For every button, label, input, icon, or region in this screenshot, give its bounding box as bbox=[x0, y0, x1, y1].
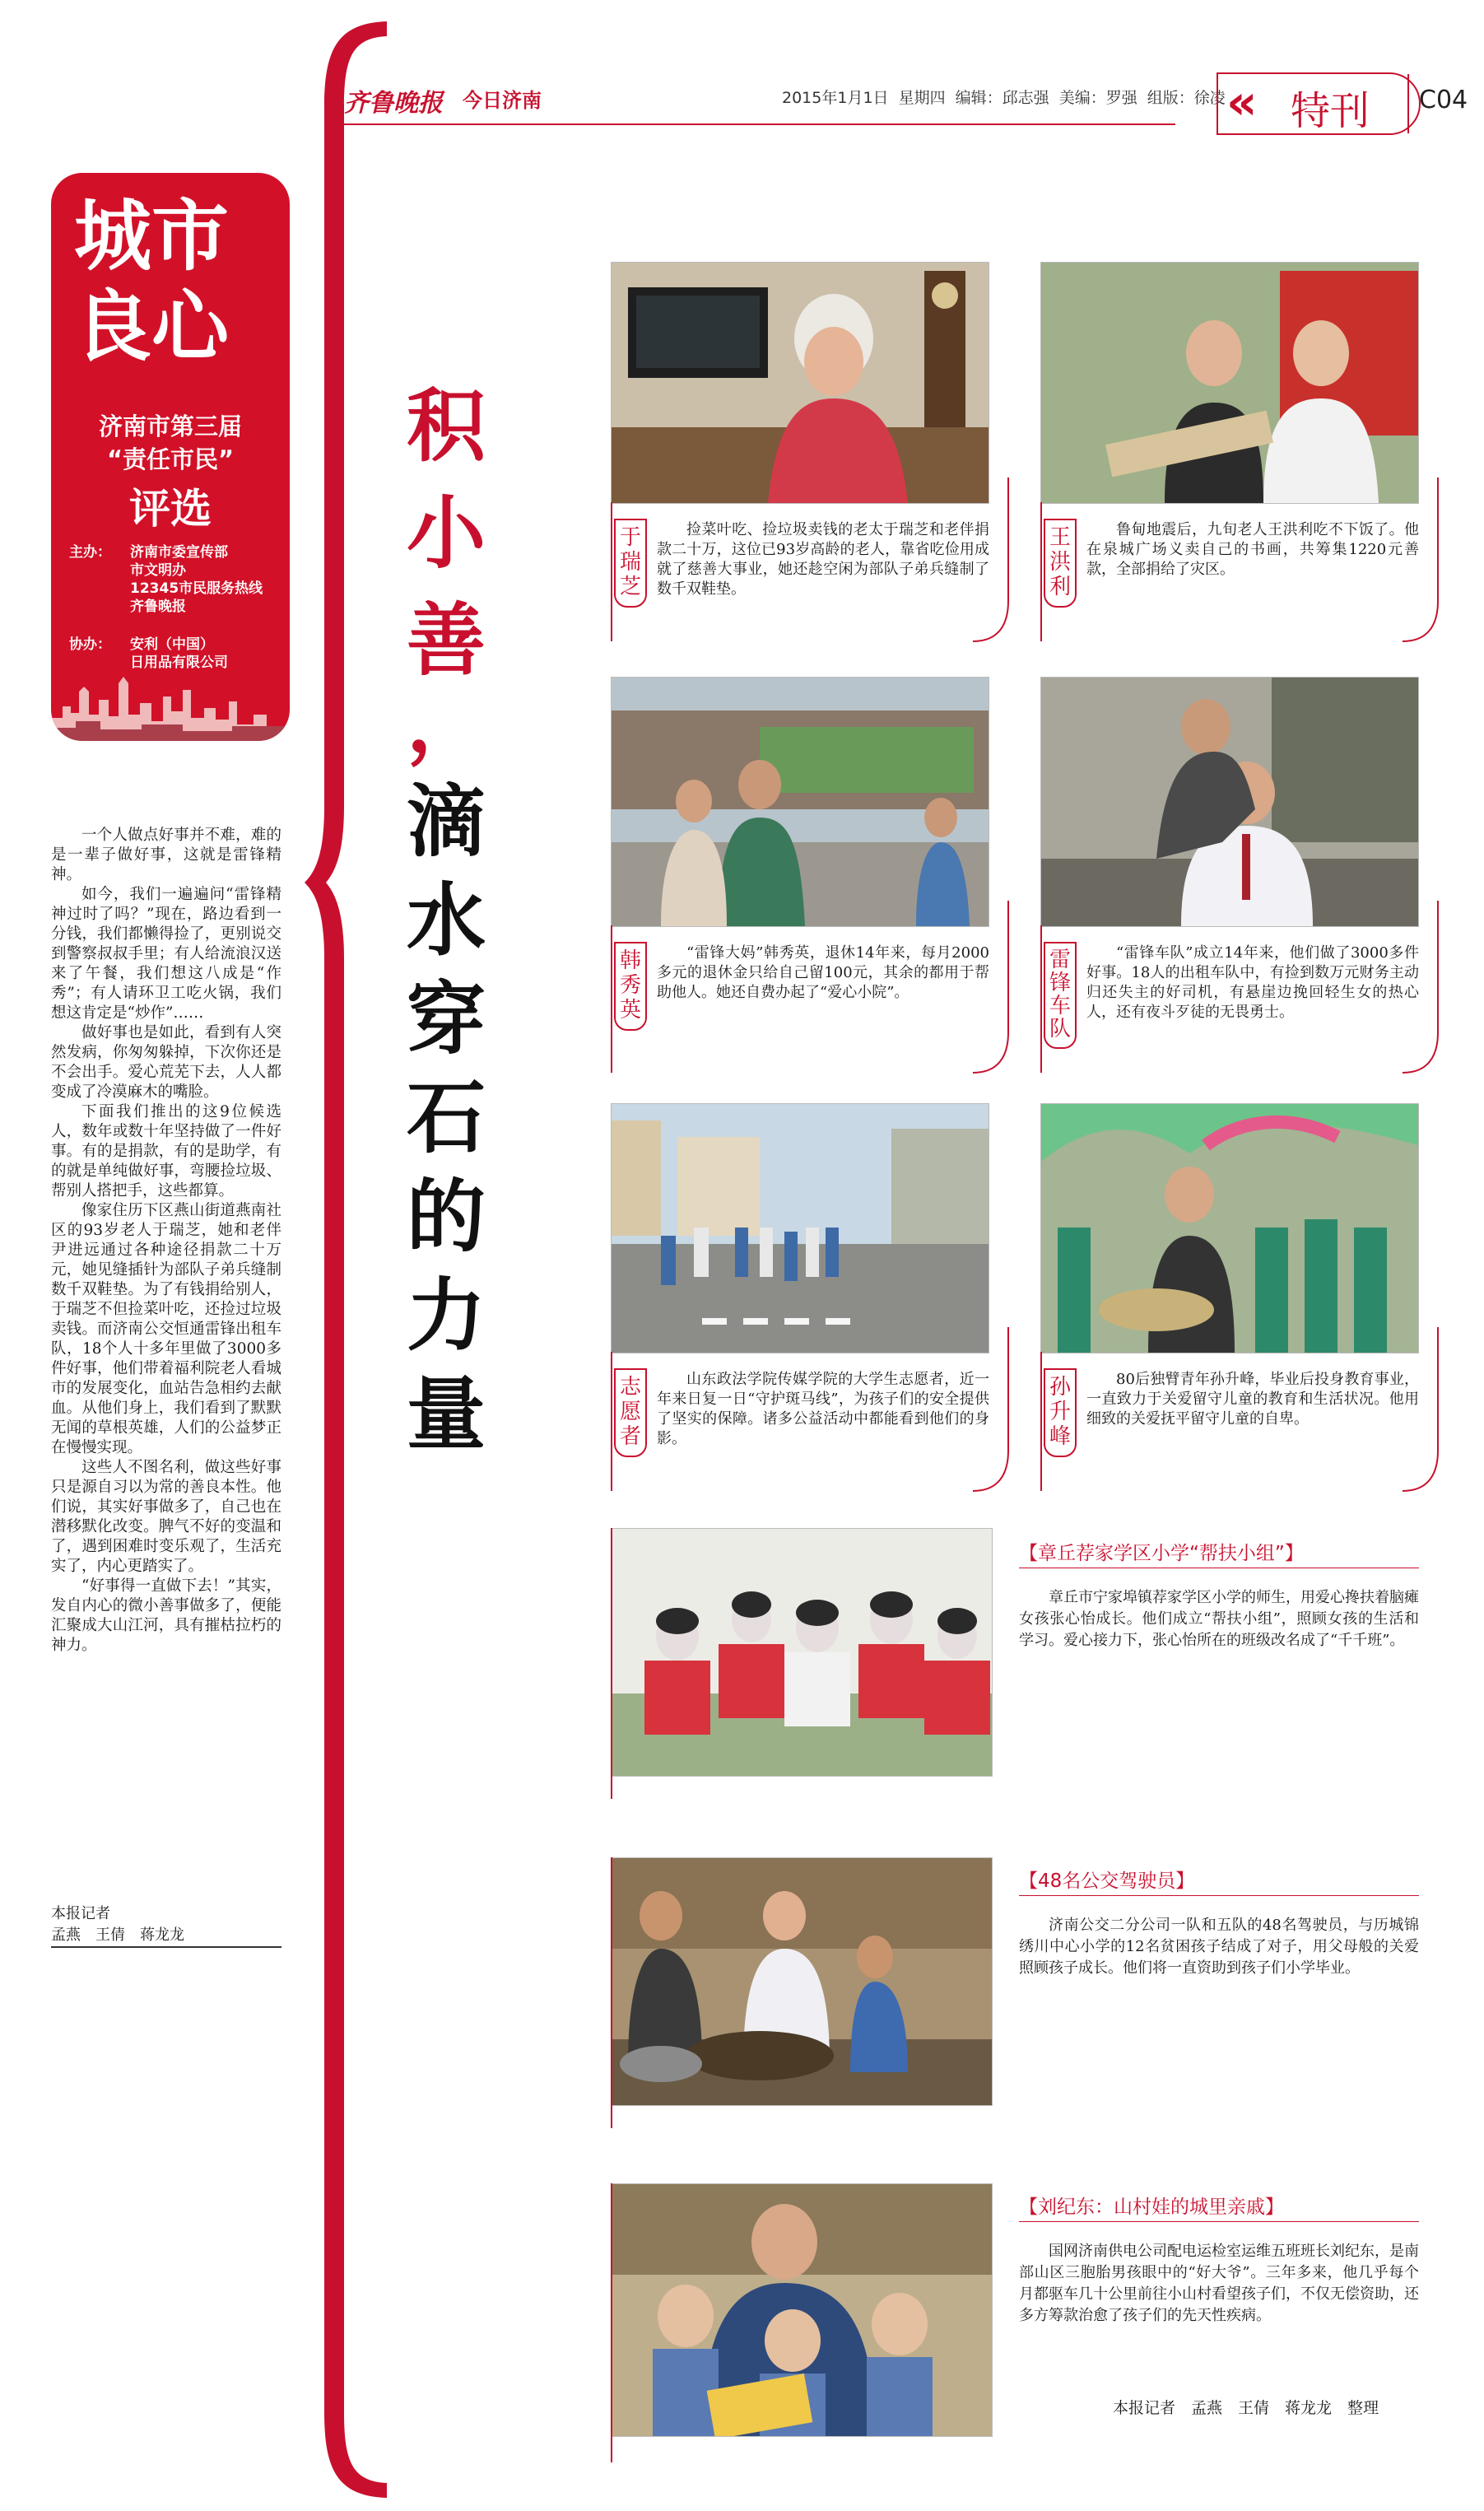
organizer-item: 济南市委宣传部 bbox=[130, 544, 228, 561]
article-paragraph: “好事得一直做下去！”其实，发自内心的微小善事做多了，便能汇聚成大山江河，具有摧枯拉朽的神力。 bbox=[51, 1577, 281, 1654]
article-paragraph: 一个人做点好事并不难，难的是一辈子做好事，这就是雷锋精神。 bbox=[51, 827, 281, 883]
headline-char: 力 bbox=[407, 1269, 486, 1362]
organizer-label: 主办： bbox=[69, 544, 111, 561]
byline-names: 孟燕 王倩 蒋龙龙 bbox=[51, 1926, 184, 1944]
group-desc-bangfu: 章丘市宁家埠镇荐家学区小学的师生，用爱心搀扶着脑瘫女孩张心怡成长。他们成立“帮扶小组”，照顾女孩的生活和学习。爱心接力下，张心怡所在的班级改名成了“千千班”。 bbox=[1019, 1589, 1419, 1649]
organizer-item: 齐鲁晚报 bbox=[130, 599, 186, 615]
article-paragraph: 做好事也是如此，看到有人突然发病，你匆匆躲掉，下次你还是不会出手。爱心荒芜下去，人人都变成了冷漠麻木的嘴脸。 bbox=[51, 1024, 281, 1101]
red-brace-decoration bbox=[305, 16, 395, 2503]
designer-credit: 美编：罗强 bbox=[1058, 89, 1137, 107]
co-organizer-item: 安利（中国） bbox=[130, 636, 214, 653]
headline-comma: ， bbox=[407, 676, 486, 769]
group-title-rule bbox=[1019, 2221, 1419, 2222]
group-title-rule bbox=[1019, 1895, 1419, 1896]
group-desc-liu-jidong: 国网济南供电公司配电运检室运维五班班长刘纪东，是南部山区三胞胎男孩眼中的“好大爷”。三年多来，他几乎每个月都驱车几十公里前往小山村看望孩子们，不仅无偿资助，还多方筹款治愈了孩子们的先天性疾病。 bbox=[1019, 2243, 1419, 2324]
photo-sun-shengfeng bbox=[1040, 1103, 1419, 1353]
editor-credit: 编辑：邱志强 bbox=[955, 89, 1049, 107]
candidate-name-wang-hongli: 王洪利 bbox=[1044, 519, 1077, 608]
candidate-desc-sun-shengfeng: 80后独臂青年孙升峰，毕业后投身教育事业，一直致力于关爱留守儿童的教育和生活状况。他用细致的关爱抚平留守儿童的自卑。 bbox=[1086, 1371, 1419, 1428]
candidate-desc-han-xiuying: “雷锋大妈”韩秀英，退休14年来，每月2000多元的退休金只给自己留100元，其余的都用于帮助他人。她还自费办起了“爱心小院”。 bbox=[657, 944, 989, 1001]
intro-article bbox=[51, 826, 281, 1656]
campaign-title-line2: 良心 bbox=[74, 282, 230, 372]
headline-char: 穿 bbox=[407, 972, 486, 1065]
tag-divider bbox=[1407, 74, 1409, 133]
group-title-bus-drivers: 【48名公交驾驶员】 bbox=[1019, 1870, 1195, 1892]
headline-char: 石 bbox=[407, 1071, 486, 1164]
candidate-name-yu-ruizhi: 于瑞芝 bbox=[614, 519, 647, 608]
issue-date: 2015年1月1日 bbox=[782, 89, 889, 107]
candidate-name-volunteers: 志愿者 bbox=[614, 1368, 647, 1457]
organizer-item: 市文明办 bbox=[130, 562, 186, 579]
article-paragraph: 如今，我们一遍遍问“雷锋精神过时了吗？”现在，路边看到一分钱，我们都懒得捡了，更别说交到警察叔叔手里；有人给流浪汉送来了午餐，我们想这八成是“作秀”；有人请环卫工吃火锅，我们想这肯定是“炒作”…… bbox=[51, 886, 281, 1022]
masthead-logo: 齐鲁晚报 bbox=[344, 89, 443, 118]
photo-leifeng-fleet bbox=[1040, 677, 1419, 927]
article-paragraph: 像家住历下区燕山街道燕南社区的93岁老人于瑞芝，她和老伴尹进远通过各种途径捐款二十万元，她见缝插针为部队子弟兵缝制数千双鞋垫。为了有钱捐给别人，于瑞芝不但捡菜叶吃，还捡过垃圾卖钱。而济南公交恒通雷锋出租车队，18个人十多年里做了3000多件好事，他们带着福利院老人看城市的发展变化，血站告急相约去献血。从他们身上，我们看到了默默无闻的草根英雄，人们的公益梦正在慢慢实现。 bbox=[51, 1202, 281, 1456]
double-chevron-icon: « bbox=[1226, 74, 1258, 130]
special-tag-label: 特刊 bbox=[1291, 88, 1370, 134]
organizer-item: 12345市民服务热线 bbox=[130, 580, 263, 597]
campaign-title-line1: 城市 bbox=[74, 191, 230, 282]
page-number: C04 bbox=[1419, 86, 1468, 114]
campaign-name-line1: 济南市第三届 bbox=[98, 412, 242, 440]
photo-wang-hongli bbox=[1040, 262, 1419, 504]
issue-weekday: 星期四 bbox=[898, 89, 946, 107]
header-rule bbox=[344, 123, 1175, 125]
header-meta bbox=[782, 86, 1226, 108]
headline-char: 滴 bbox=[407, 775, 486, 868]
group-title-bangfu: 【章丘荐家学区小学“帮扶小组”】 bbox=[1019, 1543, 1304, 1564]
headline-char: 量 bbox=[407, 1367, 486, 1460]
city-skyline-illustration bbox=[51, 667, 290, 741]
article-paragraph: 下面我们推出的这9位候选人，数年或数十年坚持做了一件好事。有的是捐款，有的是助学，有的就是单纯做好事，弯腰捡垃圾、帮别人搭把手，这些都算。 bbox=[51, 1103, 281, 1200]
co-organizer-item: 日用品有限公司 bbox=[130, 655, 228, 671]
final-credit: 本报记者 孟燕 王倩 蒋龙龙 整理 bbox=[1113, 2399, 1379, 2417]
byline-rule bbox=[51, 1946, 281, 1948]
candidate-name-han-xiuying: 韩秀英 bbox=[614, 942, 647, 1031]
photo-yu-ruizhi bbox=[611, 262, 989, 504]
campaign-logo-box bbox=[51, 173, 290, 741]
group-title-liu-jidong: 【刘纪东：山村娃的城里亲戚】 bbox=[1019, 2197, 1284, 2218]
photo-han-xiuying bbox=[611, 677, 989, 927]
headline-char: 水 bbox=[407, 873, 486, 967]
candidate-desc-wang-hongli: 鲁甸地震后，九旬老人王洪利吃不下饭了。他在泉城广场义卖自己的书画，共筹集1220元善款，全部捐给了灾区。 bbox=[1086, 521, 1419, 578]
article-paragraph: 这些人不图名利，做这些好事只是源自习以为常的善良本性。他们说，其实好事做多了，自己也在潜移默化改变。脾气不好的变温和了，遇到困难时变乐观了，生活充实了，内心更踏实了。 bbox=[51, 1459, 281, 1575]
campaign-name-line2: “责任市民” bbox=[106, 445, 235, 473]
candidate-desc-yu-ruizhi: 捡菜叶吃、捡垃圾卖钱的老太于瑞芝和老伴捐款二十万，这位已93岁高龄的老人，靠省吃俭用成就了慈善大事业，她还趁空闲为部队子弟兵缝制了数千双鞋垫。 bbox=[657, 521, 989, 598]
headline-char: 小 bbox=[407, 487, 486, 580]
candidate-desc-leifeng-fleet: “雷锋车队”成立14年来，他们做了3000多件好事。18人的出租车队中，有捡到数万元财务主动归还失主的好司机，有悬崖边挽回轻生女的热心人，还有夜斗歹徒的无畏勇士。 bbox=[1086, 944, 1419, 1021]
headline-char: 善 bbox=[407, 594, 486, 687]
candidate-name-leifeng-fleet: 雷锋车队 bbox=[1044, 942, 1077, 1049]
co-organizer-label: 协办： bbox=[69, 636, 111, 653]
headline-char: 积 bbox=[407, 380, 486, 473]
group-desc-bus-drivers: 济南公交二分公司一队和五队的48名驾驶员，与历城锦绣川中心小学的12名贫困孩子结成了对子，用父母般的关爱照顾孩子成长。他们将一直资助到孩子们小学毕业。 bbox=[1019, 1917, 1419, 1977]
candidate-desc-volunteers: 山东政法学院传媒学院的大学生志愿者，近一年来日复一日“守护斑马线”，为孩子们的安全提供了坚实的保障。诸多公益活动中都能看到他们的身影。 bbox=[657, 1371, 989, 1447]
headline-char: 的 bbox=[407, 1170, 486, 1263]
section-name: 今日济南 bbox=[463, 89, 542, 112]
candidate-name-sun-shengfeng: 孙升峰 bbox=[1044, 1368, 1077, 1457]
photo-volunteers bbox=[611, 1103, 989, 1353]
layout-credit: 组版：徐凌 bbox=[1147, 89, 1226, 107]
campaign-name-line3: 评选 bbox=[129, 485, 212, 533]
byline-label: 本报记者 bbox=[51, 1905, 110, 1922]
